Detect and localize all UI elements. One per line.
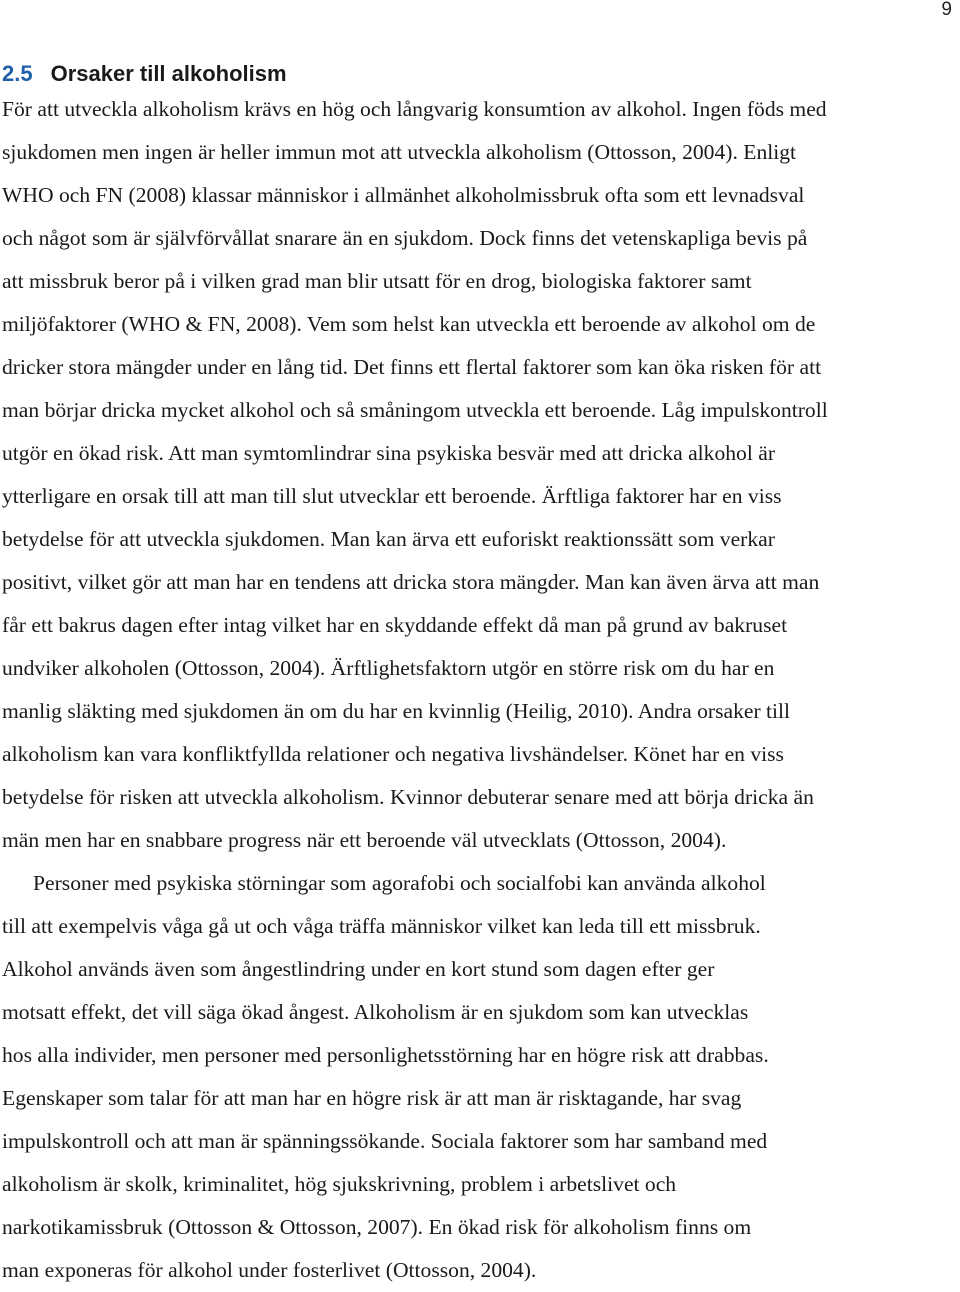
section-heading bbox=[2, 60, 287, 88]
text-line: betydelse för risken att utveckla alkoholism. Kvinnor debuterar senare med att börja dricka än bbox=[2, 785, 814, 809]
text-line: att missbruk beror på i vilken grad man blir utsatt för en drog, biologiska faktorer samt bbox=[2, 269, 752, 293]
text-line: och något som är självförvållat snarare än en sjukdom. Dock finns det vetenskapliga bevis på bbox=[2, 226, 808, 250]
text-line: till att exempelvis våga gå ut och våga träffa människor vilket kan leda till ett missbruk. bbox=[2, 914, 761, 938]
text-line: man exponeras för alkohol under fosterlivet (Ottosson, 2004). bbox=[2, 1258, 537, 1282]
body-text bbox=[2, 88, 960, 1292]
text-line: betydelse för att utveckla sjukdomen. Man kan ärva ett euforiskt reaktionssätt som verkar bbox=[2, 527, 775, 551]
text-line: får ett bakrus dagen efter intag vilket har en skyddande effekt då man på grund av bakruset bbox=[2, 613, 788, 637]
text-line: undviker alkoholen (Ottosson, 2004). Ärftlighetsfaktorn utgör en större risk om du har en bbox=[2, 656, 775, 680]
text-line: hos alla individer, men personer med personlighetsstörning har en högre risk att drabbas. bbox=[2, 1043, 769, 1067]
text-line: miljöfaktorer (WHO & FN, 2008). Vem som helst kan utveckla ett beroende av alkohol om de bbox=[2, 312, 816, 336]
text-line: manlig släkting med sjukdomen än om du har en kvinnlig (Heilig, 2010). Andra orsaker till bbox=[2, 699, 791, 723]
text-line: man börjar dricka mycket alkohol och så småningom utveckla ett beroende. Låg impulskontroll bbox=[2, 398, 828, 422]
page-number: 9 bbox=[941, 0, 952, 20]
text-line: positivt, vilket gör att man har en tendens att dricka stora mängder. Man kan även ärva att man bbox=[2, 570, 820, 594]
text-line: sjukdomen men ingen är heller immun mot att utveckla alkoholism (Ottosson, 2004). Enligt bbox=[2, 140, 797, 164]
text-line: utgör en ökad risk. Att man symtomlindrar sina psykiska besvär med att dricka alkohol är bbox=[2, 441, 776, 465]
text-line: dricker stora mängder under en lång tid. Det finns ett flertal faktorer som kan öka risken för att bbox=[2, 355, 822, 379]
text-line: WHO och FN (2008) klassar människor i allmänhet alkoholmissbruk ofta som ett levnadsval bbox=[2, 183, 805, 207]
text-line: narkotikamissbruk (Ottosson & Ottosson, 2007). En ökad risk för alkoholism finns om bbox=[2, 1215, 752, 1239]
text-line: ytterligare en orsak till att man till slut utvecklar ett beroende. Ärftliga faktorer har en viss bbox=[2, 484, 782, 508]
text-line: Alkohol används även som ångestlindring under en kort stund som dagen efter ger bbox=[2, 957, 715, 981]
text-line: impulskontroll och att man är spänningssökande. Sociala faktorer som har samband med bbox=[2, 1129, 768, 1153]
text-line: Egenskaper som talar för att man har en högre risk är att man är risktagande, har svag bbox=[2, 1086, 742, 1110]
section-title: Orsaker till alkoholism bbox=[50, 61, 287, 86]
section-number: 2.5 bbox=[2, 61, 33, 86]
text-line: alkoholism är skolk, kriminalitet, hög sjukskrivning, problem i arbetslivet och bbox=[2, 1172, 677, 1196]
text-line: alkoholism kan vara konfliktfyllda relationer och negativa livshändelser. Könet har en viss bbox=[2, 742, 784, 766]
text-line: För att utveckla alkoholism krävs en hög och långvarig konsumtion av alkohol. Ingen föds med bbox=[2, 97, 827, 121]
text-line: män men har en snabbare progress när ett beroende väl utvecklats (Ottosson, 2004). bbox=[2, 828, 727, 852]
paragraph-first-line: Personer med psykiska störningar som agorafobi och socialfobi kan använda alkohol bbox=[33, 871, 766, 895]
text-line: motsatt effekt, det vill säga ökad ångest. Alkoholism är en sjukdom som kan utvecklas bbox=[2, 1000, 749, 1024]
